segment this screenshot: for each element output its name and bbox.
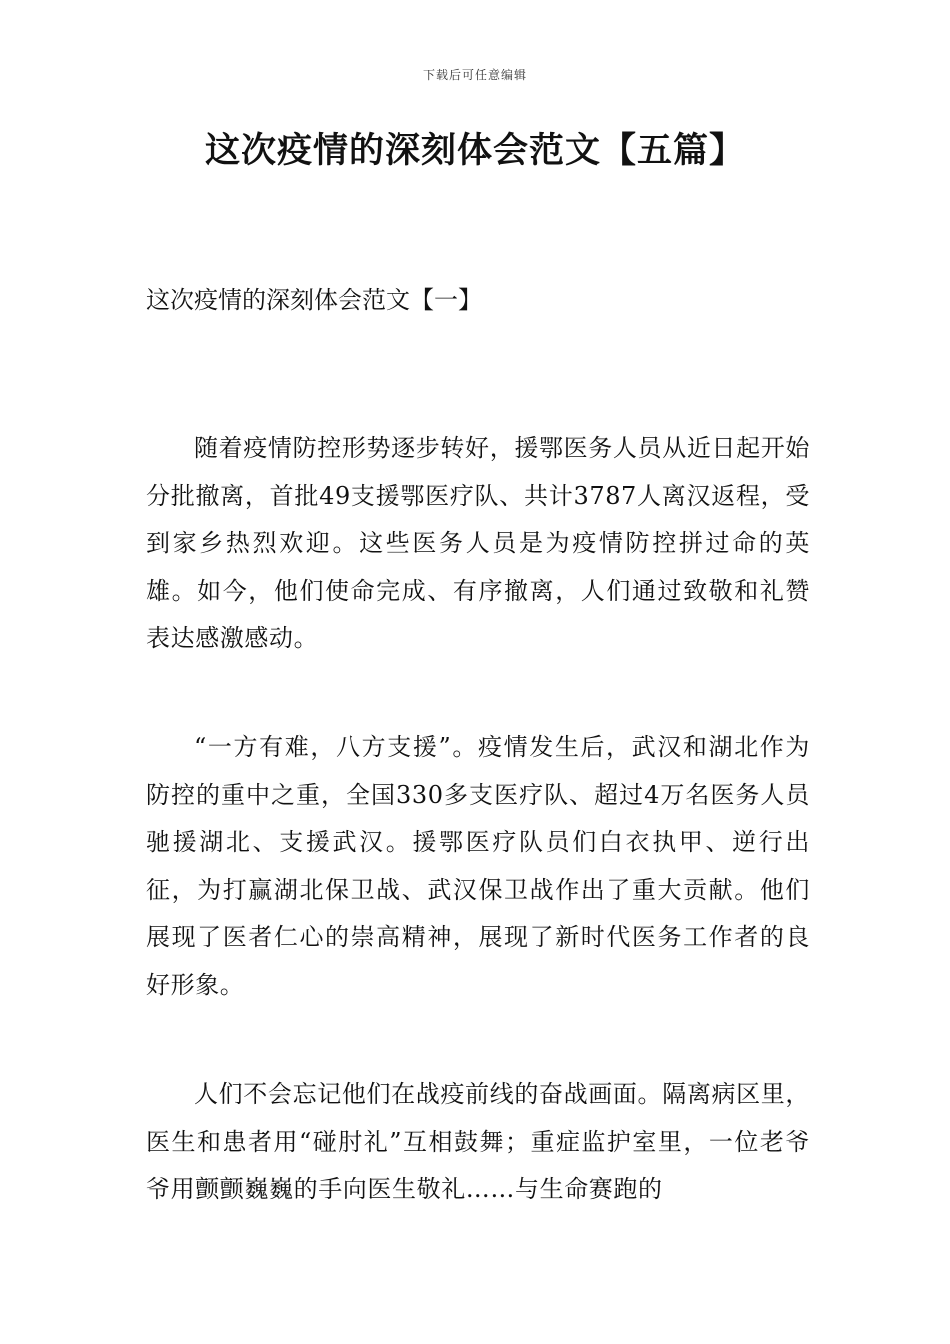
document-title: 这次疫情的深刻体会范文【五篇】 (204, 131, 745, 171)
paragraph-3: 人们不会忘记他们在战疫前线的奋战画面。隔离病区里，医生和患者用“碰肘礼”互相鼓舞；重症监护室里，一位老爷爷用颤颤巍巍的手向医生敬礼……与生命赛跑的 (146, 1080, 810, 1204)
section-heading: 这次疫情的深刻体会范文【一】 (146, 286, 482, 314)
paragraph-1: 随着疫情防控形势逐步转好，援鄂医务人员从近日起开始分批撤离，首批49支援鄂医疗队、共计3787人离汉返程，受到家乡热烈欢迎。这些医务人员是为疫情防控拼过命的英雄。如今，他们使命完成、有序撤离，人们通过致敬和礼赞表达感激感动。 (146, 434, 810, 653)
paragraph-2: “一方有难，八方支援”。疫情发生后，武汉和湖北作为防控的重中之重，全国330多支医疗队、超过4万名医务人员驰援湖北、支援武汉。援鄂医疗队员们白衣执甲、逆行出征，为打赢湖北保卫战、武汉保卫战作出了重大贡献。他们展现了医者仁心的崇高精神，展现了新时代医务工作者的良好形象。 (146, 733, 810, 999)
header-note: 下载后可任意编辑 (422, 68, 527, 82)
